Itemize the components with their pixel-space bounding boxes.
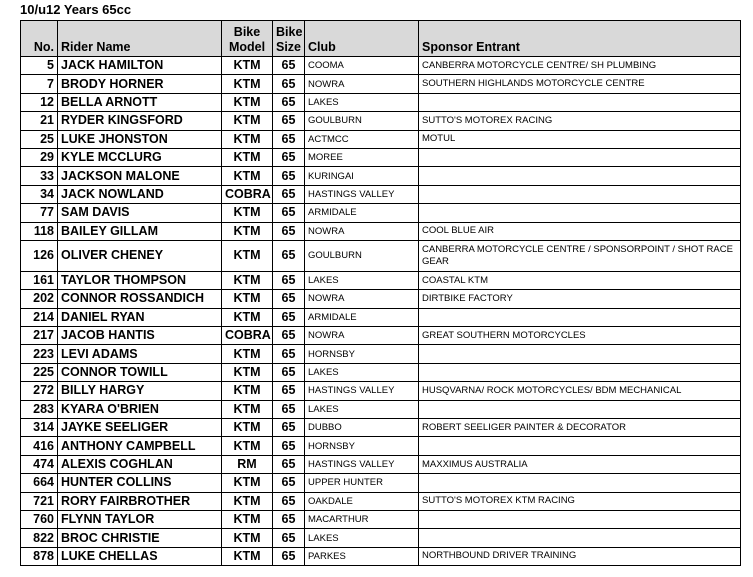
column-header-sponsor-entrant-label: Sponsor Entrant: [422, 40, 520, 54]
cell-club: NOWRA: [305, 327, 419, 345]
cell-sponsor-entrant: SOUTHERN HIGHLANDS MOTORCYCLE CENTRE: [419, 75, 741, 93]
cell-bike-model: KTM: [222, 204, 273, 222]
cell-rider-name: RYDER KINGSFORD: [58, 112, 222, 130]
cell-club: DUBBO: [305, 419, 419, 437]
cell-rider-number: 25: [21, 130, 58, 148]
cell-rider-name: CONNOR ROSSANDICH: [58, 290, 222, 308]
cell-rider-number: 21: [21, 112, 58, 130]
cell-sponsor-entrant: [419, 363, 741, 381]
cell-club: NOWRA: [305, 75, 419, 93]
cell-bike-size: 65: [273, 75, 305, 93]
cell-rider-number: 272: [21, 382, 58, 400]
cell-sponsor-entrant: CANBERRA MOTORCYCLE CENTRE/ SH PLUMBING: [419, 57, 741, 75]
cell-rider-number: 34: [21, 185, 58, 203]
cell-sponsor-entrant: CANBERRA MOTORCYCLE CENTRE / SPONSORPOINT / SHOT RACE GEAR: [419, 240, 741, 271]
cell-bike-model: KTM: [222, 510, 273, 528]
cell-sponsor-entrant: [419, 167, 741, 185]
table-row: [21, 437, 741, 455]
cell-bike-model: KTM: [222, 112, 273, 130]
table-row: [21, 529, 741, 547]
cell-rider-name: OLIVER CHENEY: [58, 240, 222, 271]
table-row: [21, 400, 741, 418]
cell-sponsor-entrant: [419, 474, 741, 492]
cell-bike-size: 65: [273, 290, 305, 308]
cell-club: HASTINGS VALLEY: [305, 455, 419, 473]
column-header-no-label: No.: [33, 40, 54, 54]
cell-rider-number: 33: [21, 167, 58, 185]
cell-club: ACTMCC: [305, 130, 419, 148]
cell-rider-name: BROC CHRISTIE: [58, 529, 222, 547]
cell-bike-size: 65: [273, 510, 305, 528]
cell-rider-name: JACOB HANTIS: [58, 327, 222, 345]
cell-club: NOWRA: [305, 222, 419, 240]
cell-bike-size: 65: [273, 308, 305, 326]
column-header-rider-name-label: Rider Name: [61, 40, 131, 54]
cell-club: COOMA: [305, 57, 419, 75]
column-header-club-label: Club: [308, 40, 336, 54]
table-row: [21, 308, 741, 326]
cell-bike-model: KTM: [222, 419, 273, 437]
cell-rider-name: CONNOR TOWILL: [58, 363, 222, 381]
cell-bike-size: 65: [273, 222, 305, 240]
cell-sponsor-entrant: [419, 148, 741, 166]
column-header-bike-model-line1: Bike: [233, 25, 261, 39]
cell-bike-model: KTM: [222, 492, 273, 510]
cell-rider-name: BRODY HORNER: [58, 75, 222, 93]
table-row: [21, 148, 741, 166]
cell-rider-name: BILLY HARGY: [58, 382, 222, 400]
table-row: [21, 167, 741, 185]
cell-rider-name: LEVI ADAMS: [58, 345, 222, 363]
cell-bike-size: 65: [273, 437, 305, 455]
cell-bike-model: KTM: [222, 382, 273, 400]
cell-bike-model: KTM: [222, 75, 273, 93]
cell-rider-number: 721: [21, 492, 58, 510]
cell-club: GOULBURN: [305, 240, 419, 271]
cell-rider-number: 29: [21, 148, 58, 166]
table-row: [21, 363, 741, 381]
cell-rider-number: 5: [21, 57, 58, 75]
cell-club: HASTINGS VALLEY: [305, 382, 419, 400]
cell-sponsor-entrant: DIRTBIKE FACTORY: [419, 290, 741, 308]
cell-club: LAKES: [305, 529, 419, 547]
cell-bike-model: KTM: [222, 529, 273, 547]
cell-rider-name: KYLE MCCLURG: [58, 148, 222, 166]
cell-club: ARMIDALE: [305, 308, 419, 326]
table-row: [21, 492, 741, 510]
cell-club: LAKES: [305, 400, 419, 418]
cell-bike-model: KTM: [222, 363, 273, 381]
cell-sponsor-entrant: [419, 93, 741, 111]
cell-club: LAKES: [305, 363, 419, 381]
cell-bike-size: 65: [273, 400, 305, 418]
table-row: [21, 547, 741, 565]
cell-rider-name: JACK HAMILTON: [58, 57, 222, 75]
cell-club: OAKDALE: [305, 492, 419, 510]
cell-rider-number: 77: [21, 204, 58, 222]
cell-bike-size: 65: [273, 492, 305, 510]
cell-rider-name: JACK NOWLAND: [58, 185, 222, 203]
column-header-sponsor-entrant: [419, 21, 741, 57]
cell-rider-name: RORY FAIRBROTHER: [58, 492, 222, 510]
column-header-bike-model: [222, 21, 273, 57]
cell-bike-size: 65: [273, 345, 305, 363]
cell-bike-model: COBRA: [222, 327, 273, 345]
table-row: [21, 57, 741, 75]
cell-rider-number: 223: [21, 345, 58, 363]
cell-rider-number: 225: [21, 363, 58, 381]
cell-rider-name: BAILEY GILLAM: [58, 222, 222, 240]
cell-club: MOREE: [305, 148, 419, 166]
cell-rider-name: SAM DAVIS: [58, 204, 222, 222]
cell-rider-number: 12: [21, 93, 58, 111]
table-row: [21, 419, 741, 437]
cell-sponsor-entrant: MOTUL: [419, 130, 741, 148]
cell-bike-size: 65: [273, 547, 305, 565]
table-row: [21, 455, 741, 473]
cell-bike-size: 65: [273, 240, 305, 271]
cell-bike-model: KTM: [222, 345, 273, 363]
cell-club: MACARTHUR: [305, 510, 419, 528]
cell-rider-number: 126: [21, 240, 58, 271]
cell-club: ARMIDALE: [305, 204, 419, 222]
table-header-row: [21, 21, 741, 57]
cell-bike-model: KTM: [222, 148, 273, 166]
cell-sponsor-entrant: SUTTO'S MOTOREX KTM RACING: [419, 492, 741, 510]
cell-club: LAKES: [305, 271, 419, 289]
cell-rider-name: BELLA ARNOTT: [58, 93, 222, 111]
cell-rider-number: 878: [21, 547, 58, 565]
cell-rider-number: 283: [21, 400, 58, 418]
cell-sponsor-entrant: ROBERT SEELIGER PAINTER & DECORATOR: [419, 419, 741, 437]
cell-rider-number: 760: [21, 510, 58, 528]
cell-rider-number: 217: [21, 327, 58, 345]
cell-bike-size: 65: [273, 455, 305, 473]
cell-rider-name: JAYKE SEELIGER: [58, 419, 222, 437]
cell-sponsor-entrant: COOL BLUE AIR: [419, 222, 741, 240]
cell-bike-model: KTM: [222, 93, 273, 111]
cell-sponsor-entrant: COASTAL KTM: [419, 271, 741, 289]
cell-bike-model: KTM: [222, 437, 273, 455]
cell-rider-number: 118: [21, 222, 58, 240]
column-header-no: [21, 21, 58, 57]
table-row: [21, 222, 741, 240]
cell-club: LAKES: [305, 93, 419, 111]
table-row: [21, 345, 741, 363]
table-row: [21, 382, 741, 400]
column-header-club: [305, 21, 419, 57]
cell-sponsor-entrant: HUSQVARNA/ ROCK MOTORCYCLES/ BDM MECHANICAL: [419, 382, 741, 400]
table-row: [21, 185, 741, 203]
column-header-bike-size: [273, 21, 305, 57]
page-title: 10/u12 Years 65cc: [20, 2, 132, 17]
cell-rider-number: 202: [21, 290, 58, 308]
cell-rider-number: 314: [21, 419, 58, 437]
table-row: [21, 112, 741, 130]
column-header-bike-size-line2: Size: [276, 40, 302, 54]
cell-bike-size: 65: [273, 93, 305, 111]
cell-sponsor-entrant: SUTTO'S MOTOREX RACING: [419, 112, 741, 130]
cell-bike-model: KTM: [222, 240, 273, 271]
cell-bike-size: 65: [273, 204, 305, 222]
cell-bike-model: KTM: [222, 271, 273, 289]
cell-bike-model: KTM: [222, 547, 273, 565]
cell-club: PARKES: [305, 547, 419, 565]
cell-sponsor-entrant: [419, 400, 741, 418]
cell-sponsor-entrant: MAXXIMUS AUSTRALIA: [419, 455, 741, 473]
cell-bike-size: 65: [273, 327, 305, 345]
cell-sponsor-entrant: [419, 185, 741, 203]
cell-sponsor-entrant: [419, 437, 741, 455]
cell-sponsor-entrant: [419, 204, 741, 222]
table-row: [21, 75, 741, 93]
cell-rider-name: ALEXIS COGHLAN: [58, 455, 222, 473]
cell-club: NOWRA: [305, 290, 419, 308]
cell-bike-size: 65: [273, 130, 305, 148]
cell-club: UPPER HUNTER: [305, 474, 419, 492]
cell-rider-number: 416: [21, 437, 58, 455]
cell-rider-name: LUKE JHONSTON: [58, 130, 222, 148]
cell-bike-model: RM: [222, 455, 273, 473]
cell-sponsor-entrant: [419, 510, 741, 528]
cell-bike-size: 65: [273, 529, 305, 547]
cell-club: HORNSBY: [305, 437, 419, 455]
table-row: [21, 271, 741, 289]
cell-rider-number: 474: [21, 455, 58, 473]
cell-rider-name: JACKSON MALONE: [58, 167, 222, 185]
cell-bike-size: 65: [273, 363, 305, 381]
cell-rider-name: DANIEL RYAN: [58, 308, 222, 326]
cell-rider-name: HUNTER COLLINS: [58, 474, 222, 492]
cell-rider-name: TAYLOR THOMPSON: [58, 271, 222, 289]
table-row: [21, 204, 741, 222]
cell-bike-model: KTM: [222, 130, 273, 148]
table-row: [21, 290, 741, 308]
cell-bike-model: KTM: [222, 290, 273, 308]
cell-sponsor-entrant: [419, 345, 741, 363]
cell-bike-size: 65: [273, 148, 305, 166]
cell-club: GOULBURN: [305, 112, 419, 130]
cell-sponsor-entrant: [419, 529, 741, 547]
cell-club: HASTINGS VALLEY: [305, 185, 419, 203]
cell-bike-size: 65: [273, 185, 305, 203]
cell-rider-name: ANTHONY CAMPBELL: [58, 437, 222, 455]
cell-rider-name: FLYNN TAYLOR: [58, 510, 222, 528]
cell-bike-size: 65: [273, 419, 305, 437]
cell-bike-model: COBRA: [222, 185, 273, 203]
rider-table: [20, 20, 741, 566]
column-header-bike-size-line1: Bike: [276, 25, 303, 39]
cell-rider-number: 161: [21, 271, 58, 289]
cell-bike-model: KTM: [222, 474, 273, 492]
cell-club: HORNSBY: [305, 345, 419, 363]
cell-sponsor-entrant: NORTHBOUND DRIVER TRAINING: [419, 547, 741, 565]
cell-rider-number: 822: [21, 529, 58, 547]
cell-bike-model: KTM: [222, 308, 273, 326]
cell-bike-size: 65: [273, 57, 305, 75]
table-row: [21, 474, 741, 492]
cell-sponsor-entrant: [419, 308, 741, 326]
cell-bike-model: KTM: [222, 222, 273, 240]
column-header-bike-model-line2: Model: [228, 40, 266, 54]
cell-bike-size: 65: [273, 167, 305, 185]
cell-club: KURINGAI: [305, 167, 419, 185]
table-row: [21, 240, 741, 271]
cell-bike-size: 65: [273, 112, 305, 130]
cell-bike-model: KTM: [222, 167, 273, 185]
cell-rider-number: 7: [21, 75, 58, 93]
cell-sponsor-entrant: GREAT SOUTHERN MOTORCYCLES: [419, 327, 741, 345]
cell-bike-size: 65: [273, 474, 305, 492]
cell-bike-model: KTM: [222, 400, 273, 418]
cell-rider-name: LUKE CHELLAS: [58, 547, 222, 565]
cell-rider-name: KYARA O'BRIEN: [58, 400, 222, 418]
cell-rider-number: 664: [21, 474, 58, 492]
cell-bike-model: KTM: [222, 57, 273, 75]
table-row: [21, 327, 741, 345]
table-row: [21, 93, 741, 111]
column-header-rider-name: [58, 21, 222, 57]
table-row: [21, 130, 741, 148]
cell-bike-size: 65: [273, 271, 305, 289]
cell-rider-number: 214: [21, 308, 58, 326]
table-row: [21, 510, 741, 528]
cell-bike-size: 65: [273, 382, 305, 400]
